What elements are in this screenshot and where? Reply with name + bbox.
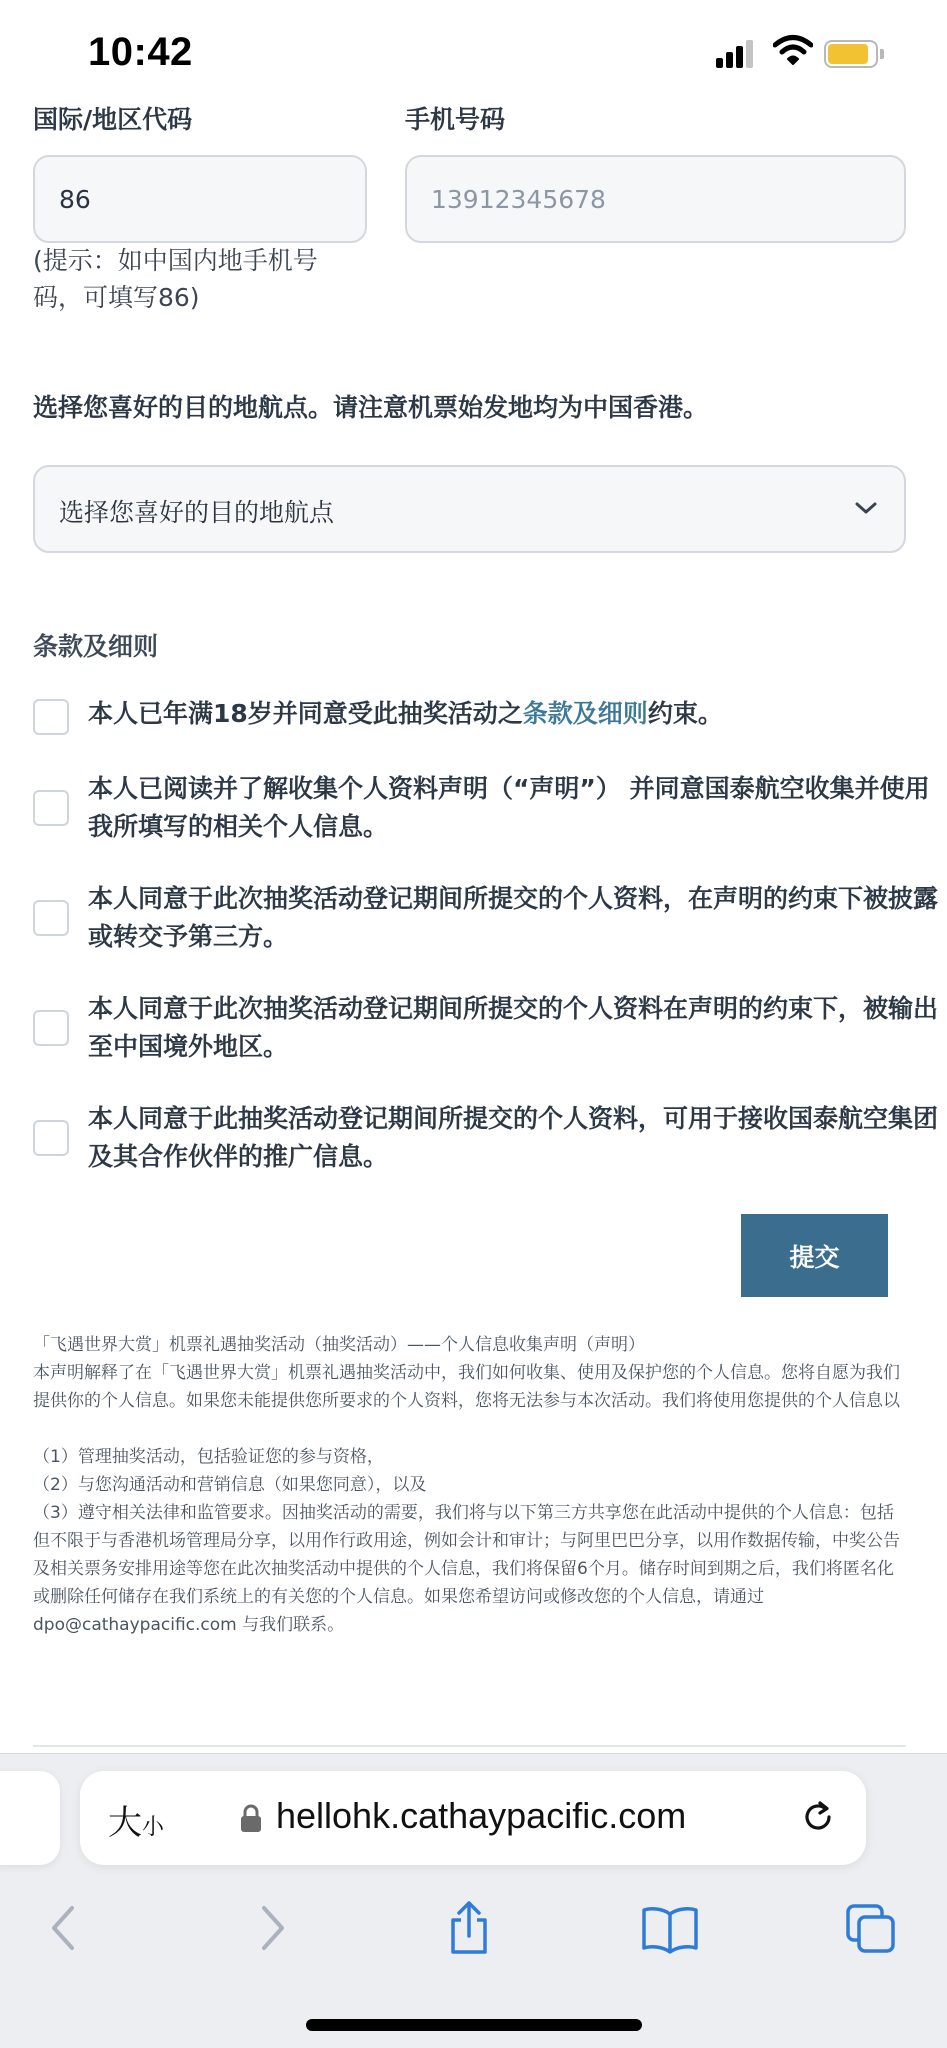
marketing-checkbox-label: 本人同意于此抽奖活动登记期间所提交的个人资料，可用于接收国泰航空集团及其合作伙伴的推广信息。 bbox=[88, 1104, 939, 1171]
terms-text-pre: 本人已年满18岁并同意受此抽奖活动之 bbox=[88, 699, 523, 728]
page-divider bbox=[33, 1745, 906, 1747]
status-bar bbox=[0, 0, 947, 100]
country-code-hint: (提示：如中国内地手机号码，可填写86) bbox=[33, 246, 318, 312]
terms-link[interactable]: 条款及细则 bbox=[522, 699, 648, 728]
marketing-checkbox[interactable] bbox=[33, 1120, 69, 1156]
terms-text-post: 约束。 bbox=[647, 699, 723, 728]
destination-select-value: 选择您喜好的目的地航点 bbox=[59, 498, 335, 527]
terms-checkbox-row bbox=[33, 695, 906, 745]
statement-checkbox[interactable] bbox=[33, 790, 69, 826]
text-size-big: 大 bbox=[108, 1804, 142, 1842]
back-icon[interactable] bbox=[44, 1900, 84, 1956]
chevron-down-icon bbox=[854, 499, 878, 517]
destination-label: 选择您喜好的目的地航点。请注意机票始发地均为中国香港。 bbox=[33, 393, 709, 422]
disclosure-checkbox-label: 本人同意于此次抽奖活动登记期间所提交的个人资料，在声明的约束下被披露或转交予第三方。 bbox=[88, 884, 939, 951]
notice-intro: 本声明解释了在「飞遇世界大赏」机票礼遇抽奖活动中，我们如何收集、使用及保护您的个人信息。您将自愿为我们提供你的个人信息。如果您未能提供您所要求的个人资料，您将无法参与本次活动。我们将使用您提供的个人信息以 bbox=[33, 1363, 900, 1411]
notice-item: （2）与您沟通活动和营销信息（如果您同意），以及 bbox=[33, 1475, 427, 1495]
reload-icon[interactable] bbox=[798, 1797, 838, 1837]
transfer-checkbox-label: 本人同意于此次抽奖活动登记期间所提交的个人资料在声明的约束下，被输出至中国境外地区。 bbox=[88, 994, 939, 1061]
bookmarks-icon[interactable] bbox=[640, 1900, 700, 1956]
notice-item: （1）管理抽奖活动，包括验证您的参与资格， bbox=[33, 1447, 384, 1467]
address-bar[interactable] bbox=[80, 1771, 866, 1865]
notice-title: 「飞遇世界大赏」机票礼遇抽奖活动（抽奖活动）——个人信息收集声明（声明） bbox=[33, 1335, 645, 1355]
privacy-notice bbox=[33, 1331, 905, 1639]
tabs-icon[interactable] bbox=[845, 1900, 897, 1956]
cellular-signal-icon bbox=[716, 38, 752, 68]
status-time: 10:42 bbox=[88, 30, 193, 74]
terms-checkbox[interactable] bbox=[33, 699, 69, 735]
wifi-icon bbox=[773, 34, 813, 66]
lock-icon bbox=[240, 1803, 262, 1833]
statement-checkbox-row bbox=[33, 770, 930, 850]
marketing-checkbox-row bbox=[33, 1100, 939, 1180]
terms-title: 条款及细则 bbox=[33, 632, 159, 661]
transfer-checkbox-row bbox=[33, 990, 939, 1070]
submit-button[interactable]: 提交 bbox=[741, 1214, 888, 1297]
phone-input[interactable] bbox=[405, 155, 906, 243]
text-size-small: 小 bbox=[142, 1814, 165, 1839]
country-code-input[interactable] bbox=[33, 155, 367, 243]
share-icon[interactable] bbox=[445, 1900, 493, 1956]
forward-icon[interactable] bbox=[252, 1900, 292, 1956]
transfer-checkbox[interactable] bbox=[33, 1010, 69, 1046]
home-indicator bbox=[306, 2019, 642, 2031]
battery-icon bbox=[824, 40, 884, 68]
phone-label: 手机号码 bbox=[405, 105, 506, 134]
previous-tab-preview[interactable] bbox=[0, 1771, 60, 1865]
text-size-button[interactable] bbox=[108, 1795, 164, 1844]
notice-item: （3）遵守相关法律和监管要求。因抽奖活动的需要，我们将与以下第三方共享您在此活动中提供的个人信息：包括但不限于与香港机场管理局分享，以用作行政用途，例如会计和审计；与阿里巴巴分享，以用作数据传输，中奖公告及相关票务安排用途等您在此次抽奖活动中提供的个人信息，我们将保留6个月。储存时间到期之后，我们将匿名化或删除任何储存在我们系统上的有关您的个人信息。如果您希望访问或修改您的个人信息，请通过 dpo@cathaypacific.com 与我们联系。 bbox=[33, 1503, 900, 1635]
phone-placeholder: 13912345678 bbox=[431, 184, 606, 214]
terms-checkbox-label bbox=[88, 695, 938, 733]
country-code-value: 86 bbox=[59, 184, 91, 214]
disclosure-checkbox[interactable] bbox=[33, 900, 69, 936]
browser-toolbar bbox=[0, 1753, 947, 2048]
country-code-label: 国际/地区代码 bbox=[33, 105, 193, 134]
disclosure-checkbox-row bbox=[33, 880, 939, 960]
statement-checkbox-label: 本人已阅读并了解收集个人资料声明（“声明”） 并同意国泰航空收集并使用我所填写的相关个人信息。 bbox=[88, 774, 930, 841]
destination-select[interactable] bbox=[33, 465, 906, 553]
url-text: hellohk.cathaypacific.com bbox=[276, 1795, 687, 1836]
